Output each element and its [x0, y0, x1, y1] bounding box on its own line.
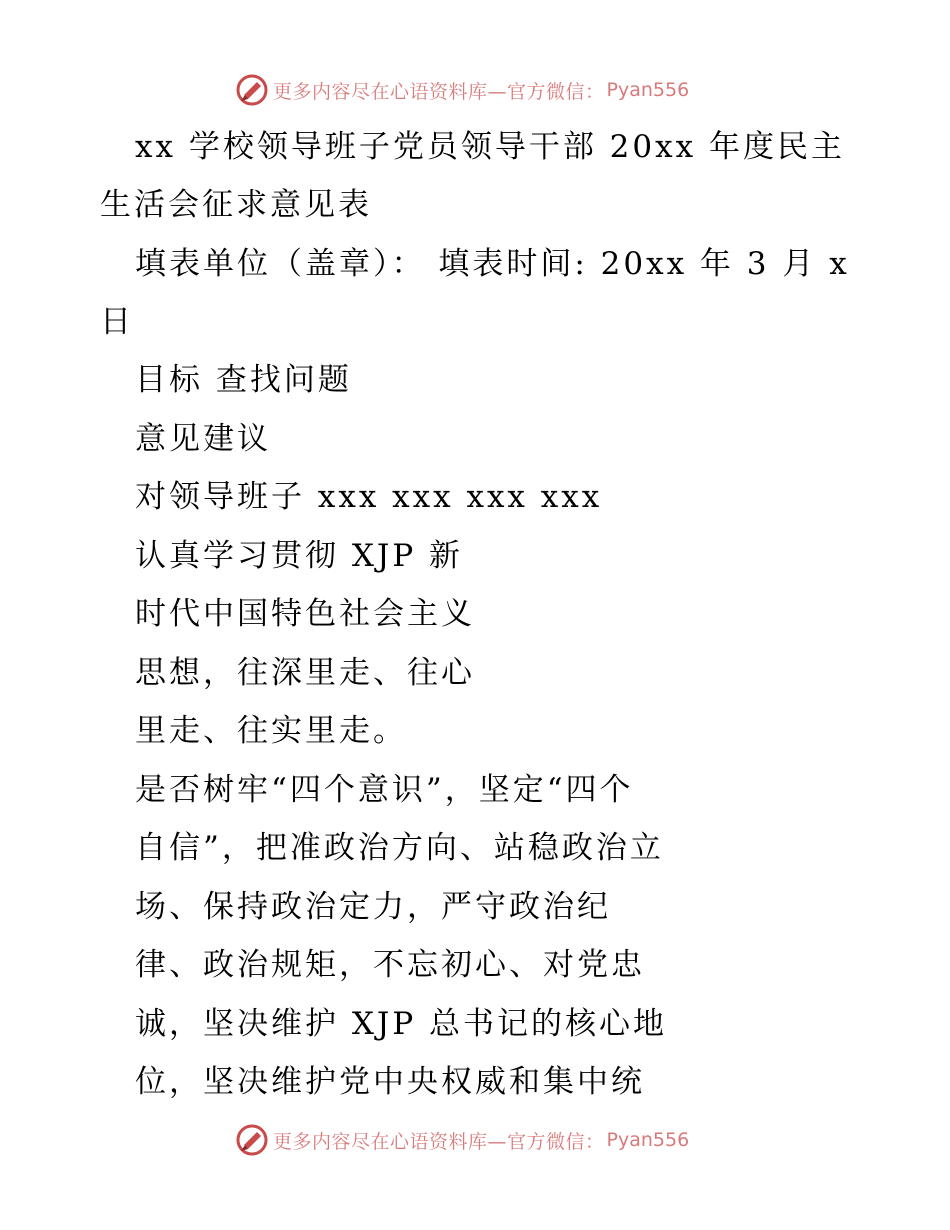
form-info-line-1: 填表单位（盖章）： 填表时间: 20xx 年 3 月 x	[135, 246, 850, 282]
watermark-header	[235, 72, 689, 108]
section-heading-goal: 目标 查找问题	[135, 362, 352, 398]
body-line: 律、政治规矩，不忘初心、对党忠	[135, 947, 645, 983]
watermark-text: 更多内容尽在心语资料库—官方微信：	[273, 80, 605, 103]
body-line: 自信”，把准政治方向、站稳政治立	[135, 830, 664, 866]
body-line: 位，坚决维护党中央权威和集中统	[135, 1064, 645, 1100]
form-info-line-2: 日	[100, 304, 134, 340]
watermark-id: Pyan556	[606, 1129, 690, 1151]
watermark-footer	[235, 1122, 689, 1158]
doc-title-line-2: 生活会征求意见表	[100, 187, 372, 223]
watermark-id: Pyan556	[606, 79, 690, 101]
body-line: 场、保持政治定力，严守政治纪	[135, 889, 611, 925]
logo-icon	[235, 1123, 269, 1157]
body-line: 是否树牢“四个意识”，坚定“四个	[135, 772, 634, 808]
body-line: 诚，坚决维护 XJP 总书记的核心地	[135, 1006, 668, 1042]
watermark-text: 更多内容尽在心语资料库—官方微信：	[273, 1130, 605, 1153]
logo-icon	[235, 73, 269, 107]
body-line: 对领导班子 xxx xxx xxx xxx	[135, 479, 603, 515]
body-line: 思想，往深里走、往心	[135, 655, 475, 691]
section-heading-suggestions: 意见建议	[135, 421, 271, 457]
body-line: 时代中国特色社会主义	[135, 596, 475, 632]
body-line: 认真学习贯彻 XJP 新	[135, 538, 464, 574]
doc-title-line-1: xx 学校领导班子党员领导干部 20xx 年度民主	[135, 129, 845, 165]
body-line: 里走、往实里走。	[135, 713, 407, 749]
